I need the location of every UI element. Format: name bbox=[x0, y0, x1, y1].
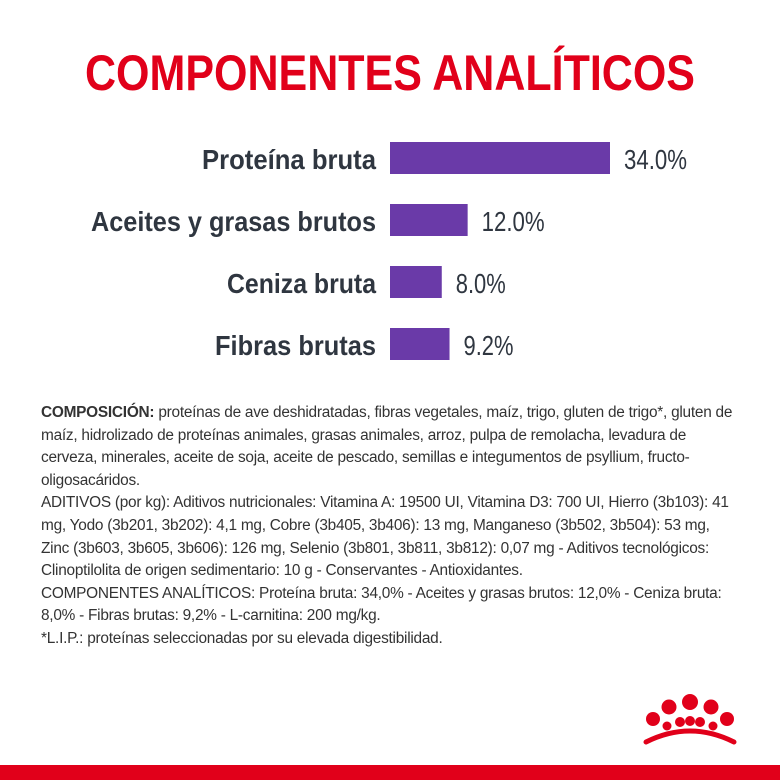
category-label: Aceites y grasas brutos bbox=[91, 206, 376, 237]
category-label: Fibras brutas bbox=[215, 330, 376, 361]
additives-paragraph: ADITIVOS (por kg): Aditivos nutricionales: Vitamina A: 19500 UI, Vitamina D3: 700 UI, Hierro (3b103): 41 mg, Yodo (3b201, 3b202): 4,1 mg, Cobre (3b405, 3b406): 13 mg, Manganeso (3b502, 3b504): 53 mg, Zinc (3b603, 3b605, 3b606): 126 mg, Selenio (3b801, 3b811, 3b812): 0,07 mg - Aditivos tecnológicos: Clinoptilolita de origen sedimentario: 10 g - Conservantes - Antioxidantes. bbox=[41, 494, 729, 580]
value-label: 12.0% bbox=[481, 206, 545, 237]
brand-footer-bar bbox=[0, 765, 780, 780]
product-description bbox=[41, 402, 741, 651]
bar bbox=[390, 266, 442, 298]
footnote: *L.I.P.: proteínas seleccionadas por su elevada digestibilidad. bbox=[41, 629, 443, 647]
page-title: COMPONENTES ANALÍTICOS bbox=[85, 45, 695, 101]
category-label: Ceniza bruta bbox=[227, 268, 377, 299]
value-label: 34.0% bbox=[624, 144, 687, 175]
royal-canin-crown-icon bbox=[636, 690, 744, 752]
value-label: 8.0% bbox=[455, 268, 506, 299]
category-label: Proteína bruta bbox=[202, 144, 377, 175]
composition-text: proteínas de ave deshidratadas, fibras vegetales, maíz, trigo, gluten de trigo*, gluten de maíz, hidrolizado de proteínas animales, grasas animales, arroz, pulpa de remolacha, levadura de cerveza, minerales, aceite de soja, aceite de pescado, semillas e integumentos de psyllium, fructo-oligosacáridos. bbox=[41, 404, 733, 489]
value-label: 9.2% bbox=[463, 330, 514, 361]
analytic-bar-chart bbox=[0, 130, 780, 370]
bar bbox=[390, 204, 468, 236]
composition-heading: COMPOSICIÓN: bbox=[41, 404, 155, 421]
bar bbox=[390, 328, 450, 360]
composition-paragraph bbox=[41, 402, 741, 492]
analytical-paragraph: COMPONENTES ANALÍTICOS: Proteína bruta: 34,0% - Aceites y grasas brutos: 12,0% - Ceniza bruta: 8,0% - Fibras brutas: 9,2% - L-carnitina: 200 mg/kg. bbox=[41, 584, 722, 625]
bar bbox=[390, 142, 610, 174]
